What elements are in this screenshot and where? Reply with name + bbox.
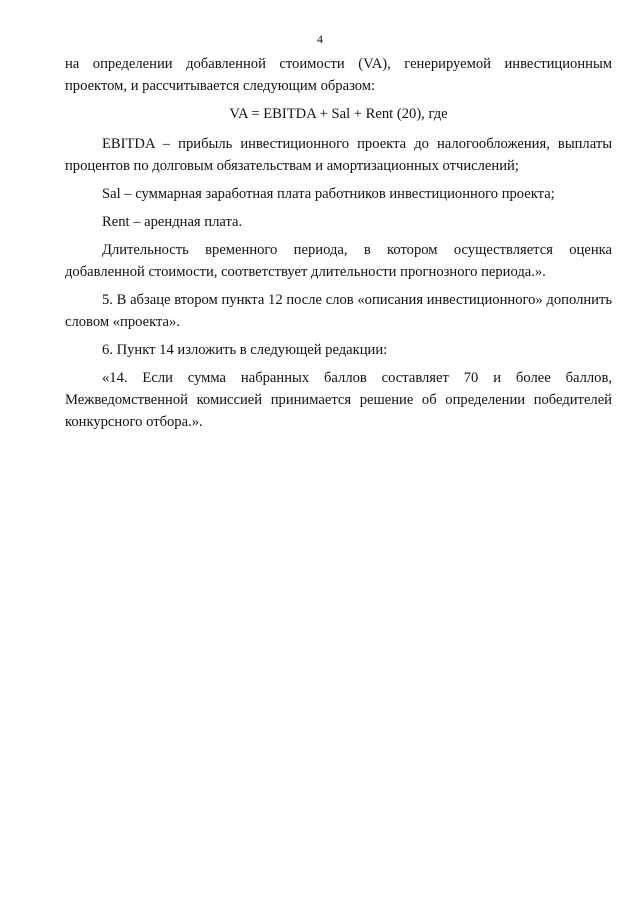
paragraph-item-6: 6. Пункт 14 изложить в следующей редакции: — [102, 342, 388, 358]
paragraph-ebitda-definition: EBITDA – прибыль инвестиционного проекта до налогообложения, выплаты процентов по долговым обязательствам и амортизационных отчислений; — [65, 136, 612, 174]
paragraph-sal-definition: Sal – суммарная заработная плата работников инвестиционного проекта; — [102, 186, 555, 202]
document-body — [65, 53, 612, 439]
paragraph-va-intro: на определении добавленной стоимости (VA), генерируемой инвестиционным проектом, и рассчитывается следующим образом: — [65, 56, 612, 94]
paragraph-item-14-text: «14. Если сумма набранных баллов составляет 70 и более баллов, Межведомственной комиссией принимается решение об определении победителей конкурсного отбора.». — [65, 370, 612, 430]
paragraph-rent-definition: Rent – арендная плата. — [102, 214, 243, 230]
page-number: 4 — [317, 32, 323, 46]
paragraph-item-5: 5. В абзаце втором пункта 12 после слов «описания инвестиционного» дополнить словом «проекта». — [65, 292, 612, 330]
formula-va: VA = EBITDA + Sal + Rent (20), где — [229, 106, 448, 122]
paragraph-period-duration: Длительность временного периода, в котором осуществляется оценка добавленной стоимости, соответствует длительности прогнозного периода.». — [65, 242, 612, 280]
